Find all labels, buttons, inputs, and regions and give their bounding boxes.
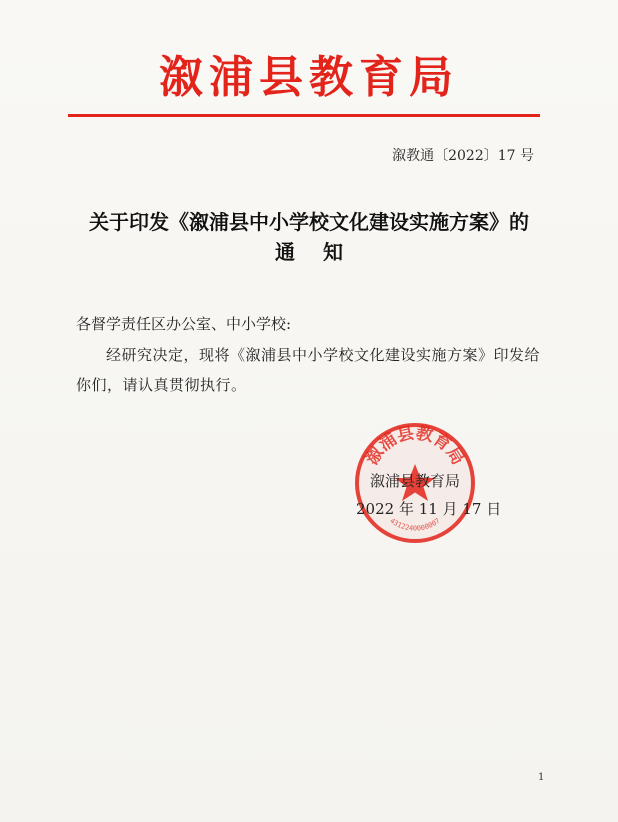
document-title <box>40 207 578 267</box>
issue-date: 2022 年 11 月 17 日 <box>356 500 502 518</box>
title-line-2: 通知 <box>275 240 371 264</box>
masthead-title: 溆浦县教育局 <box>159 52 459 103</box>
body-paragraph: 经研究决定，现将《溆浦县中小学校文化建设实施方案》印发给你们，请认真贯彻执行。 <box>76 346 541 394</box>
issuer-signature: 溆浦县教育局 <box>370 472 461 490</box>
seal-serial: 4312240000007 <box>388 516 442 533</box>
seal-text: 溆浦县教育局 <box>362 423 468 469</box>
red-divider-line <box>68 114 540 117</box>
salutation: 各督学责任区办公室、中小学校: <box>76 315 292 333</box>
page-number: 1 <box>538 772 545 783</box>
title-line-1: 关于印发《溆浦县中小学校文化建设实施方案》的 <box>89 210 529 234</box>
document-number: 溆教通〔2022〕17 号 <box>392 148 534 164</box>
